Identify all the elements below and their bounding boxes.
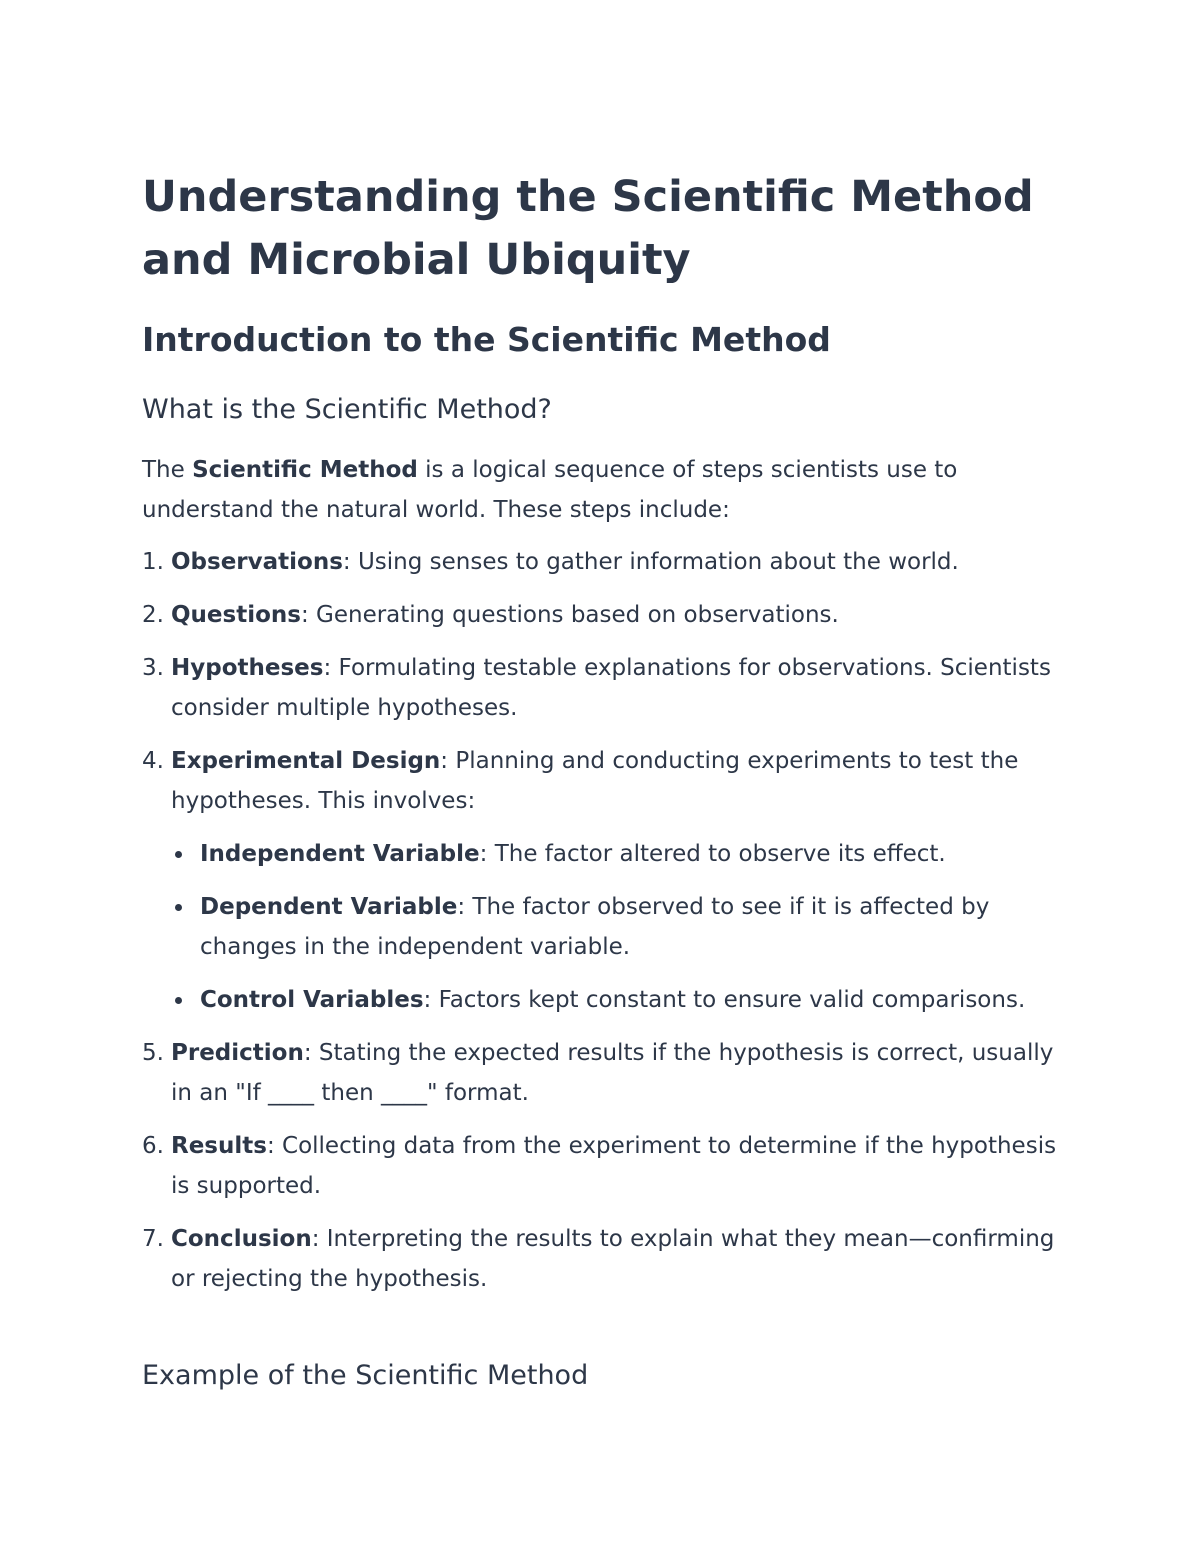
list-number: 1. (142, 549, 164, 575)
sub-term: Dependent Variable (200, 894, 458, 920)
step-text: : Stating the expected results if the hypothesis is correct, usually in an "If ____ then ____" format. (171, 1040, 1054, 1106)
step-text: : Interpreting the results to explain what they mean—confirming or rejecting the hypothesis. (171, 1226, 1055, 1292)
list-number: 6. (142, 1133, 164, 1159)
intro-suffix: is a logical sequence of steps scientists use to understand the natural world. These steps include: (142, 457, 958, 523)
sub-list-item (171, 980, 1062, 1020)
list-number: 5. (142, 1040, 164, 1066)
sub-list-item (171, 887, 1062, 967)
step-text: : Planning and conducting experiments to test the hypotheses. This involves: (171, 748, 1019, 814)
step-term: Observations (171, 549, 343, 575)
subheading-example: Example of the Scientific Method (142, 1360, 589, 1391)
sub-list (171, 834, 1062, 1020)
list-number: 3. (142, 655, 164, 681)
step-term: Results (171, 1133, 267, 1159)
list-item (142, 542, 1062, 582)
steps-list (142, 542, 1062, 1312)
bullet-icon (175, 851, 182, 858)
intro-bold-term: Scientific Method (192, 457, 418, 483)
list-number: 7. (142, 1226, 164, 1252)
step-term: Experimental Design (171, 748, 441, 774)
step-term: Conclusion (171, 1226, 312, 1252)
section-heading: Introduction to the Scientific Method (142, 320, 831, 359)
list-item (142, 648, 1062, 728)
sub-text: : The factor altered to observe its effect. (479, 841, 946, 867)
subheading-what-is: What is the Scientific Method? (142, 394, 552, 425)
list-item (142, 595, 1062, 635)
list-item (142, 1126, 1062, 1206)
intro-paragraph (142, 450, 1052, 530)
bullet-icon (175, 904, 182, 911)
sub-term: Independent Variable (200, 841, 480, 867)
step-term: Questions (171, 602, 301, 628)
sub-term: Control Variables (200, 987, 424, 1013)
step-term: Hypotheses (171, 655, 324, 681)
bullet-icon (175, 997, 182, 1004)
list-number: 2. (142, 602, 164, 628)
list-item (142, 1219, 1062, 1299)
step-text: : Formulating testable explanations for observations. Scientists consider multiple hypotheses. (171, 655, 1051, 721)
document-title: Understanding the Scientific Method and Microbial Ubiquity (142, 172, 1034, 285)
step-text: : Using senses to gather information about the world. (342, 549, 959, 575)
list-item (142, 1033, 1062, 1113)
list-item (142, 741, 1062, 1020)
sub-text: : The factor observed to see if it is affected by changes in the independent variable. (200, 894, 990, 960)
sub-list-item (171, 834, 1062, 874)
step-text: : Generating questions based on observations. (300, 602, 839, 628)
list-number: 4. (142, 748, 164, 774)
step-text: : Collecting data from the experiment to determine if the hypothesis is supported. (171, 1133, 1057, 1199)
sub-text: : Factors kept constant to ensure valid comparisons. (423, 987, 1026, 1013)
step-term: Prediction (171, 1040, 304, 1066)
intro-prefix: The (142, 457, 193, 483)
